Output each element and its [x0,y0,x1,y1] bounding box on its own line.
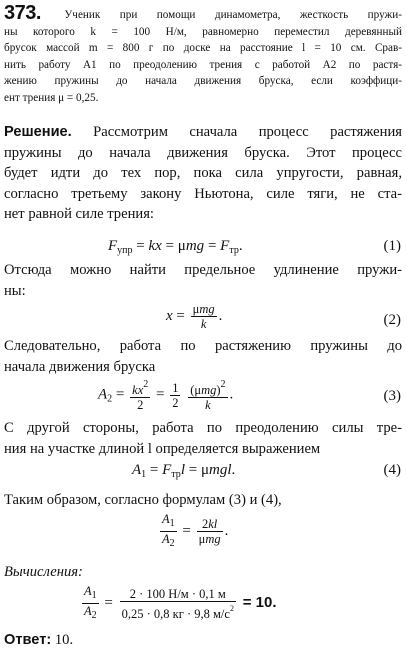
answer-value: 10. [54,632,74,648]
solution-p2-line-1: Отсюда можно найти предельное удлинение пружи- [4,262,402,278]
solution-p1-line-5: нет равной силе трения: [4,206,154,222]
equation-3-number: (3) [383,388,401,404]
solution-p4-line-2: ния на участке длиной l определяется выражением [4,440,321,457]
solution-p3-line-2: начала движения бруска [4,358,156,375]
problem-number: 373. [4,2,41,24]
solution-p5-line-1: Таким образом, согласно формулам (3) и (4), [4,492,282,508]
equation-1-number: (1) [383,238,401,254]
equation-2-number: (2) [383,312,401,328]
problem-line-3: брусок массой m = 800 г по доске на расстояние l = 10 см. Срав- [4,42,402,55]
solution-paragraph-5 [4,490,402,510]
problem-line-2: ны которого k = 100 Н/м, равномерно переместил деревянный [4,25,402,38]
equation-3: $A_2$ = $\frac{kx^2}{2}$ = $\frac{1}{2}$ $\frac{(\mu mg)^2}{k}$ . [98,379,234,412]
solution-p1-line-4: согласно третьему закону Ньютона, силе тяги, не ста- [4,185,402,202]
calculations-label: Вычисления: [4,564,83,580]
solution-p1-line-2: пружины до начала движения бруска. Этот процесс [4,144,402,161]
solution-p3-line-1: Следовательно, работа по растяжению пружины до [4,338,402,354]
solution-p2-line-2: ны: [4,282,26,299]
problem-line-4: нить работу A1 по преодолению трения с работой A2 по растя- [4,58,402,71]
problem-line-5: жению пружины до начала движения бруска, если коэффици- [4,75,402,88]
calculations-block [4,562,402,582]
solution-heading: Решение. [4,124,72,140]
answer-block [4,630,402,650]
problem-line-6: ент трения μ = 0,25. [4,91,99,104]
problem-statement [4,2,402,107]
solution-paragraph-3 [4,336,402,377]
ratio-formula: $\frac{A_1}{A_2}$ = $\frac{2kl}{\text{μmg}}$ . [162,512,229,549]
solution-p1-line-1: Рассмотрим сначала процесс растяжения [93,124,402,140]
solution-paragraph-4 [4,418,402,459]
answer-label: Ответ: [4,632,52,648]
equation-2: x = $\frac{\text{μmg}}{k}$ . [166,302,223,331]
equation-1: $F_{упр}$ = kx = $\mu mg = F_{тр}$. [108,238,243,256]
calculation-formula: $\frac{A_1}{A_2}$ = $\frac{2 \cdot 100 Н/м \cdot 0,1 м}{0,25 \cdot 0,8 кг \cdot 9,8 м/с^2}$ = 10. [84,584,277,621]
calculation-result: = 10. [242,593,277,611]
problem-line-1: Ученик при помощи динамометра, жесткость пружи- [64,9,402,21]
solution-paragraph-1 [4,122,402,225]
equation-4-number: (4) [383,462,401,478]
equation-4: $A_1 = F_{тр}l = \mu mgl$. [132,462,236,480]
solution-p4-line-1: С другой стороны, работа по преодолению силы тре- [4,420,402,436]
solution-paragraph-2 [4,260,402,301]
solution-p1-line-3: будет идти до тех пор, пока сила упругости, равная, [4,165,402,181]
